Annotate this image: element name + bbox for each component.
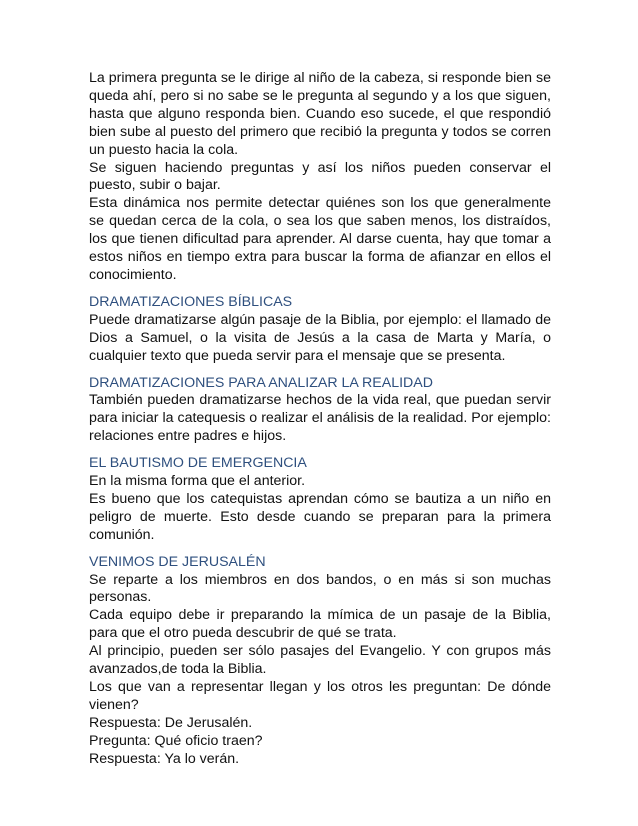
section-1-paragraph-1: Puede dramatizarse algún pasaje de la Biblia, por ejemplo: el llamado de Dios a Samuel, o la visita de Jesús a la casa de Marta y María, o cualquier texto que pueda servir para el mensaje que se presenta. [89,311,551,364]
intro-paragraph-2: Se siguen haciendo preguntas y así los niños pueden conservar el puesto, subir o bajar. [89,159,551,194]
intro-paragraph-1: La primera pregunta se le dirige al niño de la cabeza, si responde bien se queda ahí, pero si no sabe se le pregunta al segundo y a los que siguen, hasta que alguno responda bien. Cuando eso sucede, el que respondió bien sube al puesto del primero que recibió la pregunta y todos se corren un puesto hacia la cola. [89,70,551,158]
section-4-paragraph-4: Los que van a representar llegan y los otros les preguntan: De dónde vienen? [89,679,551,713]
intro-paragraph-3: Esta dinámica nos permite detectar quiénes son los que generalmente se quedan cerca de la cola, o sea los que saben menos, los distraídos, los que tienen dificultad para aprender. Al darse cuenta, hay que tomar a estos niños en tiempo extra para buscar la forma de afianzar en ellos el conocimiento. [89,195,551,283]
section-2-paragraph-1: También pueden dramatizarse hechos de la vida real, que puedan servir para iniciar la catequesis o realizar el análisis de la realidad. Por ejemplo: relaciones entre padres e hijos. [89,392,551,445]
section-4-paragraph-2: Cada equipo debe ir preparando la mímica de un pasaje de la Biblia, para que el otro pueda descubrir de qué se trata. [89,607,551,642]
section-4-paragraph-5: Respuesta: De Jerusalén. [89,714,253,731]
section-4-paragraph-6: Pregunta: Qué oficio traen? [89,732,263,749]
section-3-paragraph-2: Es bueno que los catequistas aprendan cómo se bautiza a un niño en peligro de muerte. Esto desde cuando se preparan para la primera comunión. [89,490,551,543]
section-4-paragraph-7: Respuesta: Ya lo verán. [89,750,240,767]
section-heading-venimos-de-jerusalen: VENIMOS DE JERUSALÉN [89,553,266,570]
section-heading-dramatizaciones-biblicas: DRAMATIZACIONES BÍBLICAS [89,293,293,310]
section-4-paragraph-1: Se reparte a los miembros en dos bandos, o en más si son muchas personas. [89,571,551,606]
document-page [89,70,551,769]
section-4-paragraph-3: Al principio, pueden ser sólo pasajes del Evangelio. Y con grupos más avanzados,de toda la Biblia. [89,643,551,678]
section-3-paragraph-1: En la misma forma que el anterior. [89,473,306,490]
section-heading-bautismo-emergencia: EL BAUTISMO DE EMERGENCIA [89,455,307,472]
section-heading-dramatizaciones-realidad: DRAMATIZACIONES PARA ANALIZAR LA REALIDAD [89,374,434,391]
